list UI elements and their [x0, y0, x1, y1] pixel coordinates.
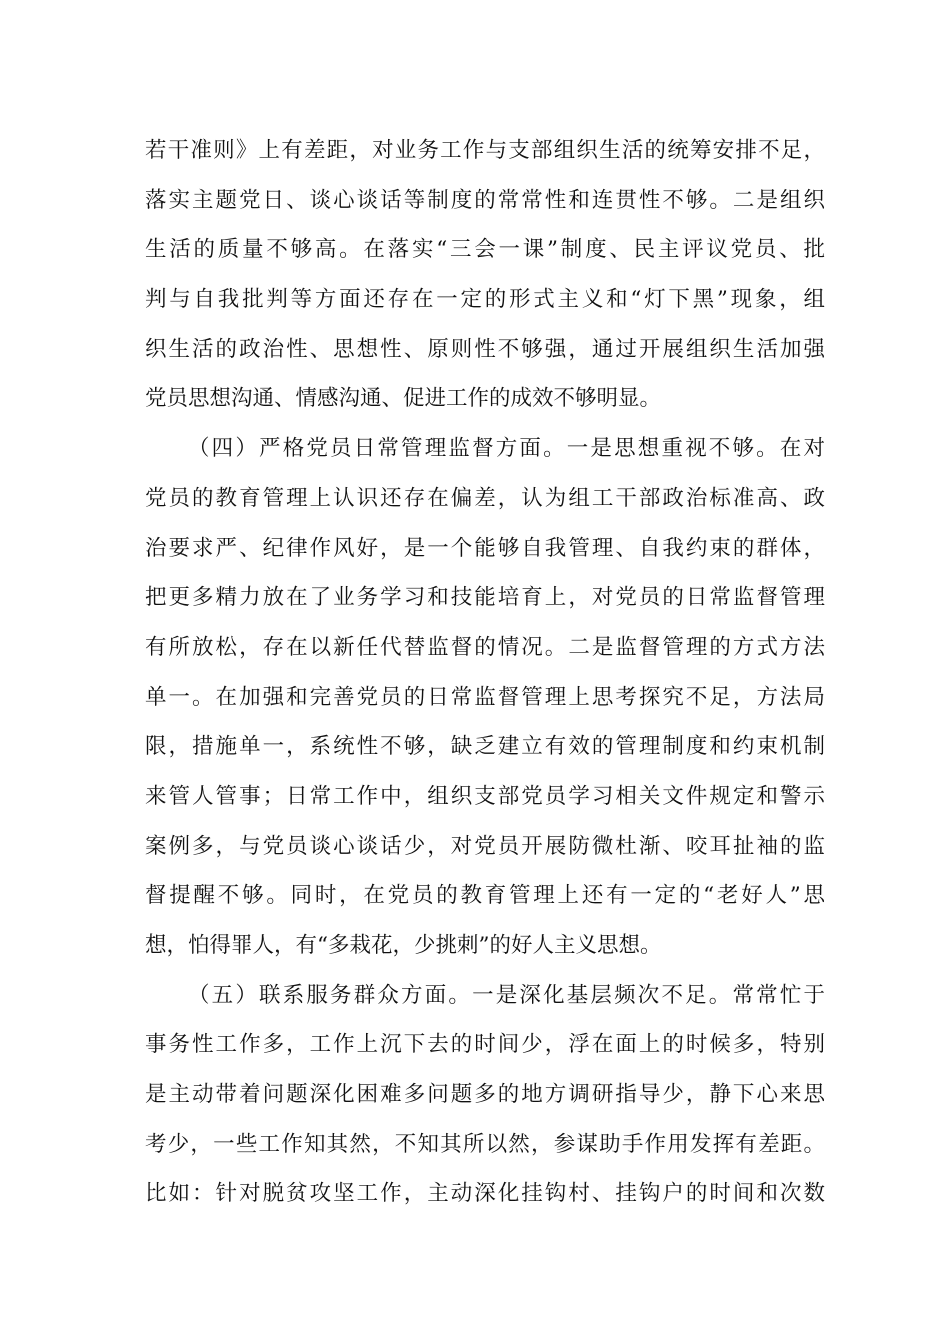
text-line: 治要求严、纪律作风好，是一个能够自我管理、自我约束的群体， — [145, 535, 825, 561]
text-line: 来管人管事；日常工作中，组织支部党员学习相关文件规定和警示 — [145, 783, 825, 809]
text-line: 若干准则》上有差距，对业务工作与支部组织生活的统筹安排不足， — [145, 138, 825, 163]
text-line: 织生活的政治性、思想性、原则性不够强，通过开展组织生活加强 — [145, 336, 825, 362]
paragraph-start-line: （四）严格党员日常管理监督方面。一是思想重视不够。在对 — [188, 436, 825, 462]
text-line: 限，措施单一，系统性不够，缺乏建立有效的管理制度和约束机制 — [145, 734, 825, 760]
text-line: 党员的教育管理上认识还存在偏差，认为组工干部政治标准高、政 — [145, 485, 825, 511]
text-line: 生活的质量不够高。在落实“三会一课”制度、民主评议党员、批 — [145, 237, 825, 263]
text-line: 落实主题党日、谈心谈话等制度的常常性和连贯性不够。二是组织 — [145, 187, 825, 213]
text-line: 是主动带着问题深化困难多问题多的地方调研指导少，静下心来思 — [145, 1082, 825, 1108]
text-line: 把更多精力放在了业务学习和技能培育上，对党员的日常监督管理 — [145, 585, 825, 611]
text-line: 考少，一些工作知其然，不知其所以然，参谋助手作用发挥有差距。 — [145, 1131, 825, 1157]
text-line: 想，怕得罪人，有“多栽花，少挑刺”的好人主义思想。 — [145, 933, 662, 958]
text-line: 督提醒不够。同时，在党员的教育管理上还有一定的“老好人”思 — [145, 883, 825, 909]
text-line: 事务性工作多，工作上沉下去的时间少，浮在面上的时候多，特别 — [145, 1032, 825, 1058]
text-line: 案例多，与党员谈心谈话少，对党员开展防微杜渐、咬耳扯袖的监 — [145, 833, 825, 859]
paragraph-start-line: （五）联系服务群众方面。一是深化基层频次不足。常常忙于 — [188, 982, 825, 1008]
text-line: 比如：针对脱贫攻坚工作，主动深化挂钩村、挂钩户的时间和次数 — [145, 1181, 825, 1207]
text-line: 有所放松，存在以新任代替监督的情况。二是监督管理的方式方法 — [145, 634, 825, 660]
text-line: 单一。在加强和完善党员的日常监督管理上思考探究不足，方法局 — [145, 684, 825, 710]
text-line: 判与自我批判等方面还存在一定的形式主义和“灯下黑”现象，组 — [145, 287, 825, 313]
document-body — [145, 126, 825, 1219]
text-line: 党员思想沟通、情感沟通、促进工作的成效不够明显。 — [145, 386, 662, 412]
